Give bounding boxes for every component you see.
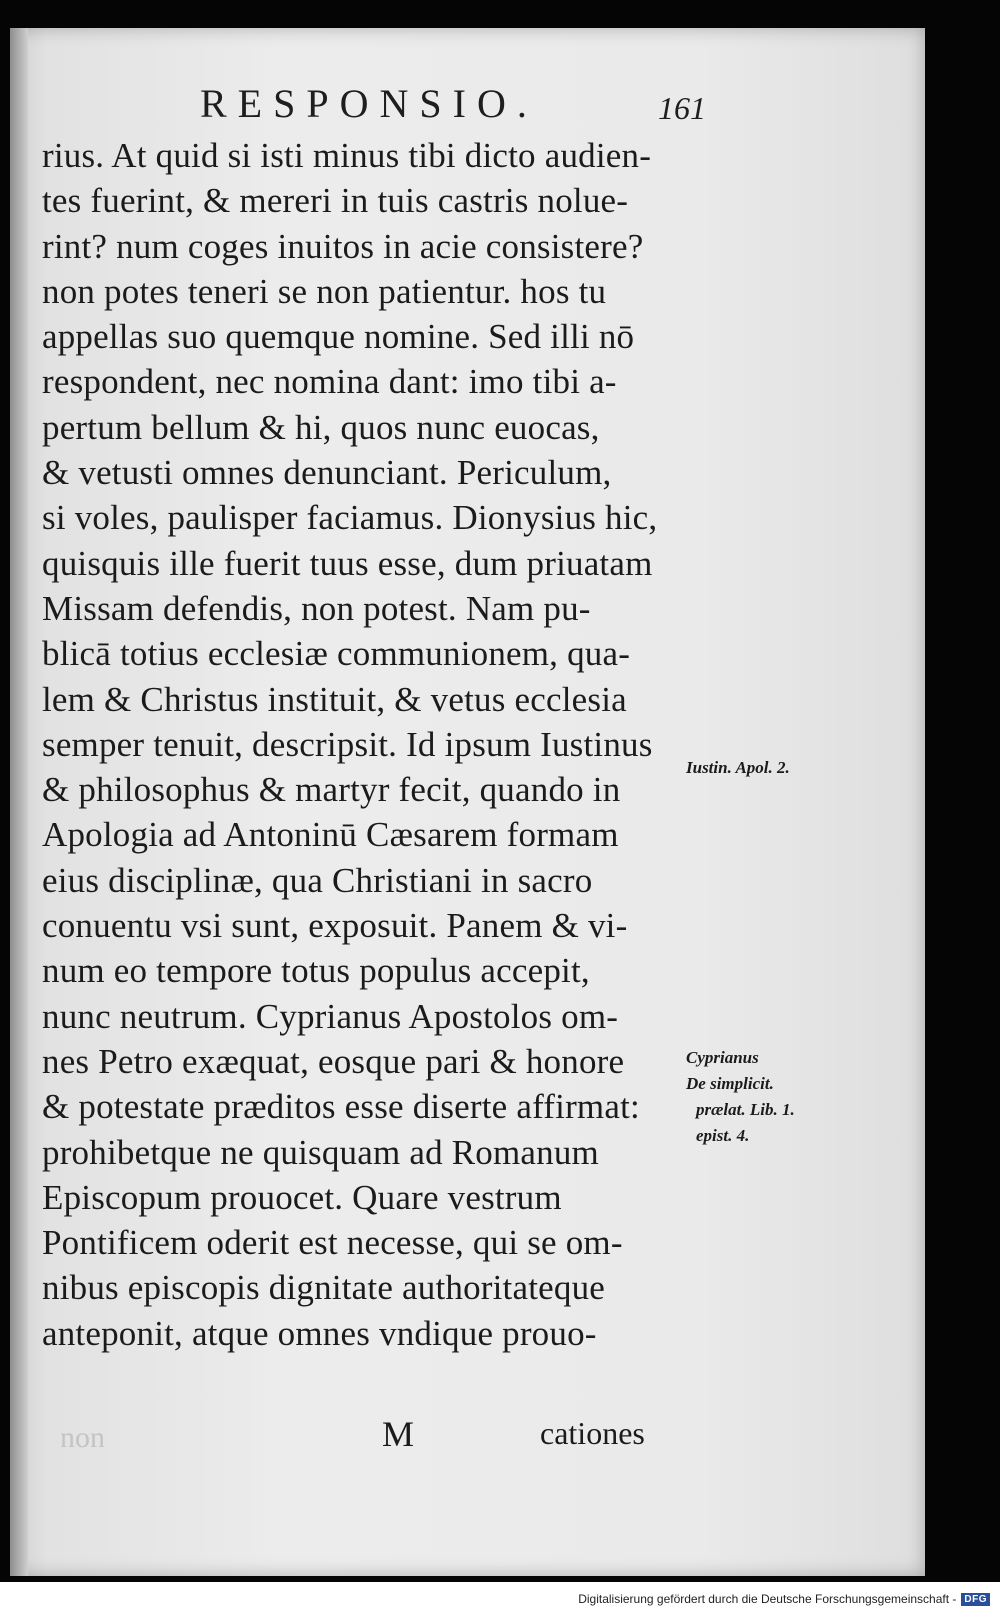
text-line: appellas suo quemque nomine. Sed illi nō (42, 317, 635, 357)
text-line: respondent, nec nomina dant: imo tibi a- (42, 362, 617, 402)
text-line: nunc neutrum. Cyprianus Apostolos om- (42, 996, 619, 1036)
margin-note-cyprian-epistle: epist. 4. (696, 1126, 750, 1145)
text-line: prohibetque ne quisquam ad Romanum (42, 1132, 599, 1172)
text-line: eius disciplinæ, qua Christiani in sacro (42, 860, 593, 900)
text-line: Missam defendis, non potest. Nam pu- (42, 588, 591, 628)
text-line: anteponit, atque omnes vndique prouo- (42, 1313, 597, 1353)
margin-note-justin: Iustin. Apol. 2. (686, 758, 790, 777)
text-line: pertum bellum & hi, quos nunc euocas, (42, 407, 600, 447)
text-line: conuentu vsi sunt, exposuit. Panem & vi- (42, 906, 628, 946)
catchword-row (10, 1413, 925, 1457)
text-line: & vetusti omnes denunciant. Periculum, (42, 453, 612, 493)
text-line: quisquis ille fuerit tuus esse, dum priuatam (42, 543, 653, 583)
page-number: 161 (658, 90, 706, 126)
margin-note-cyprian: Cyprianus (686, 1048, 759, 1067)
catchword: cationes (540, 1415, 645, 1451)
text-line: Apologia ad Antoninū Cæsarem formam (42, 815, 619, 855)
bleed-through-text: non (60, 1421, 105, 1454)
margin-notes (10, 28, 925, 1576)
text-line: tes fuerint, & mereri in tuis castris nolue- (42, 181, 629, 221)
text-line: & potestate præditos esse diserte affirmat: (42, 1087, 640, 1127)
credit-text: Digitalisierung gefördert durch die Deutsche Forschungsgemeinschaft - (578, 1592, 957, 1606)
running-head-title: RESPONSIO. (200, 81, 538, 126)
margin-note-cyprian-work: De simplicit. (686, 1074, 774, 1093)
text-line: rint? num coges inuitos in acie consistere? (42, 226, 644, 266)
text-line: Pontificem oderit est necesse, qui se om- (42, 1223, 623, 1263)
margin-note-cyprian-book: prælat. Lib. 1. (696, 1100, 795, 1119)
digitization-credit (578, 1592, 990, 1606)
book-page (10, 28, 925, 1576)
text-line: rius. At quid si isti minus tibi dicto audien- (42, 136, 652, 175)
signature-mark: M (382, 1414, 415, 1454)
text-line: semper tenuit, descripsit. Id ipsum Iustinus (42, 724, 653, 764)
text-line: nes Petro exæquat, eosque pari & honore (42, 1041, 625, 1081)
text-line: blicā totius ecclesiæ communionem, qua- (42, 634, 631, 674)
text-line: lem & Christus instituit, & vetus ecclesia (42, 679, 627, 719)
text-line: si voles, paulisper faciamus. Dionysius hic, (42, 498, 658, 538)
dfg-logo: DFG (961, 1593, 990, 1606)
text-line: num eo tempore totus populus accepit, (42, 951, 590, 991)
text-line: & philosophus & martyr fecit, quando in (42, 770, 621, 810)
text-line: nibus episcopis dignitate authoritateque (42, 1268, 606, 1308)
text-line: Episcopum prouocet. Quare vestrum (42, 1177, 562, 1217)
text-line: non potes teneri se non patientur. hos tu (42, 271, 607, 311)
